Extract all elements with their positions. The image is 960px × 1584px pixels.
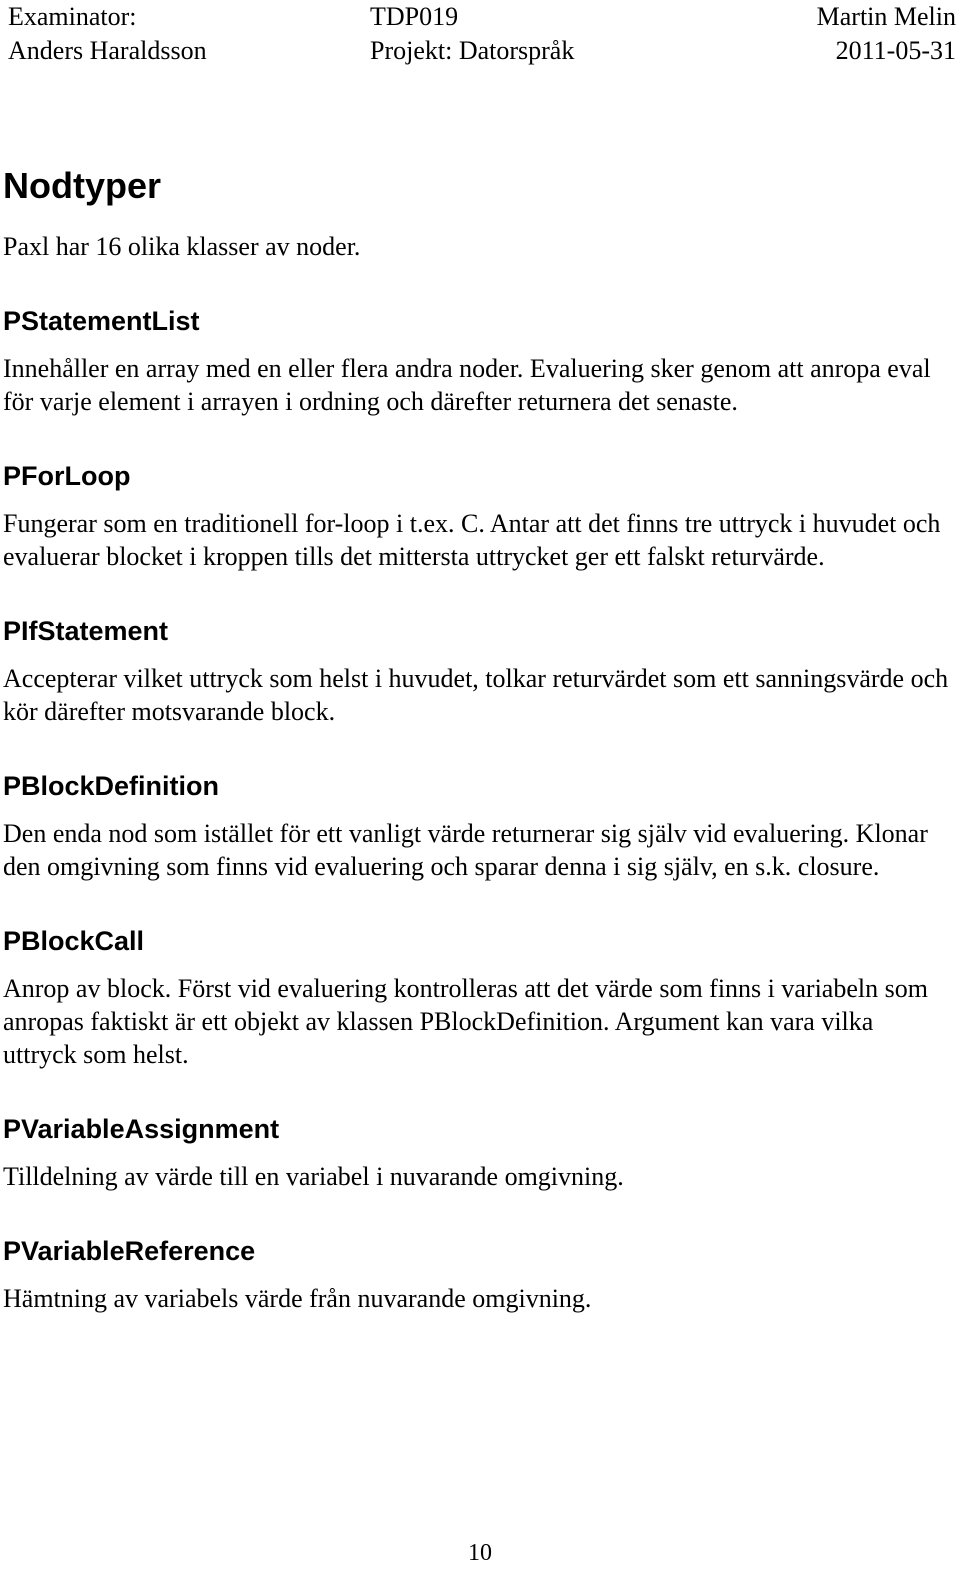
section-pstatementlist xyxy=(3,304,949,418)
section-body: Innehåller en array med en eller flera andra noder. Evaluering sker genom att anropa eval för varje element i arrayen i ordning och därefter returnera det senaste. xyxy=(3,354,931,416)
page-header xyxy=(8,0,956,70)
section-pifstatement xyxy=(3,614,949,728)
section-title: PStatementList xyxy=(3,306,200,336)
intro-paragraph: Paxl har 16 olika klasser av noder. xyxy=(3,232,361,261)
examinator-label: Examinator: xyxy=(8,2,137,31)
page-title: Nodtyper xyxy=(3,165,162,206)
section-pvariableassignment xyxy=(3,1112,949,1193)
section-title: PBlockDefinition xyxy=(3,771,220,801)
section-body: Hämtning av variabels värde från nuvarande omgivning. xyxy=(3,1284,592,1313)
page-content xyxy=(3,160,949,1315)
section-title: PVariableReference xyxy=(3,1236,256,1266)
section-pvariablereference xyxy=(3,1234,949,1315)
section-title: PVariableAssignment xyxy=(3,1114,280,1144)
section-body: Den enda nod som istället för ett vanligt värde returnerar sig själv vid evaluering. Klonar den omgivning som finns vid evaluering och sparar denna i sig själv, en s.k. closure. xyxy=(3,819,928,881)
page-number: 10 xyxy=(468,1540,492,1566)
section-body: Accepterar vilket uttryck som helst i huvudet, tolkar returvärdet som ett sanningsvärde och kör därefter motsvarande block. xyxy=(3,664,949,726)
section-title: PForLoop xyxy=(3,461,131,491)
header-row-1 xyxy=(8,0,956,34)
section-pblockcall xyxy=(3,924,949,1071)
author-name: Martin Melin xyxy=(816,2,956,31)
examinator-name: Anders Haraldsson xyxy=(8,36,207,65)
section-body: Anrop av block. Först vid evaluering kontrolleras att det värde som finns i variabeln som anropas faktiskt är ett objekt av klassen PBlockDefinition. Argument kan vara vilka uttryck som helst. xyxy=(3,974,928,1069)
project-name: Projekt: Datorspråk xyxy=(370,36,575,65)
section-title: PBlockCall xyxy=(3,926,145,956)
section-body: Fungerar som en traditionell for-loop i t.ex. C. Antar att det finns tre uttryck i huvudet och evaluerar blocket i kroppen tills det mittersta uttrycket ger ett falskt returvärde. xyxy=(3,509,941,571)
section-body: Tilldelning av värde till en variabel i nuvarande omgivning. xyxy=(3,1162,624,1191)
course-code: TDP019 xyxy=(370,2,459,31)
section-pblockdefinition xyxy=(3,769,949,883)
section-title: PIfStatement xyxy=(3,616,169,646)
section-pforloop xyxy=(3,459,949,573)
header-row-2 xyxy=(8,34,956,68)
document-date: 2011-05-31 xyxy=(835,36,956,65)
